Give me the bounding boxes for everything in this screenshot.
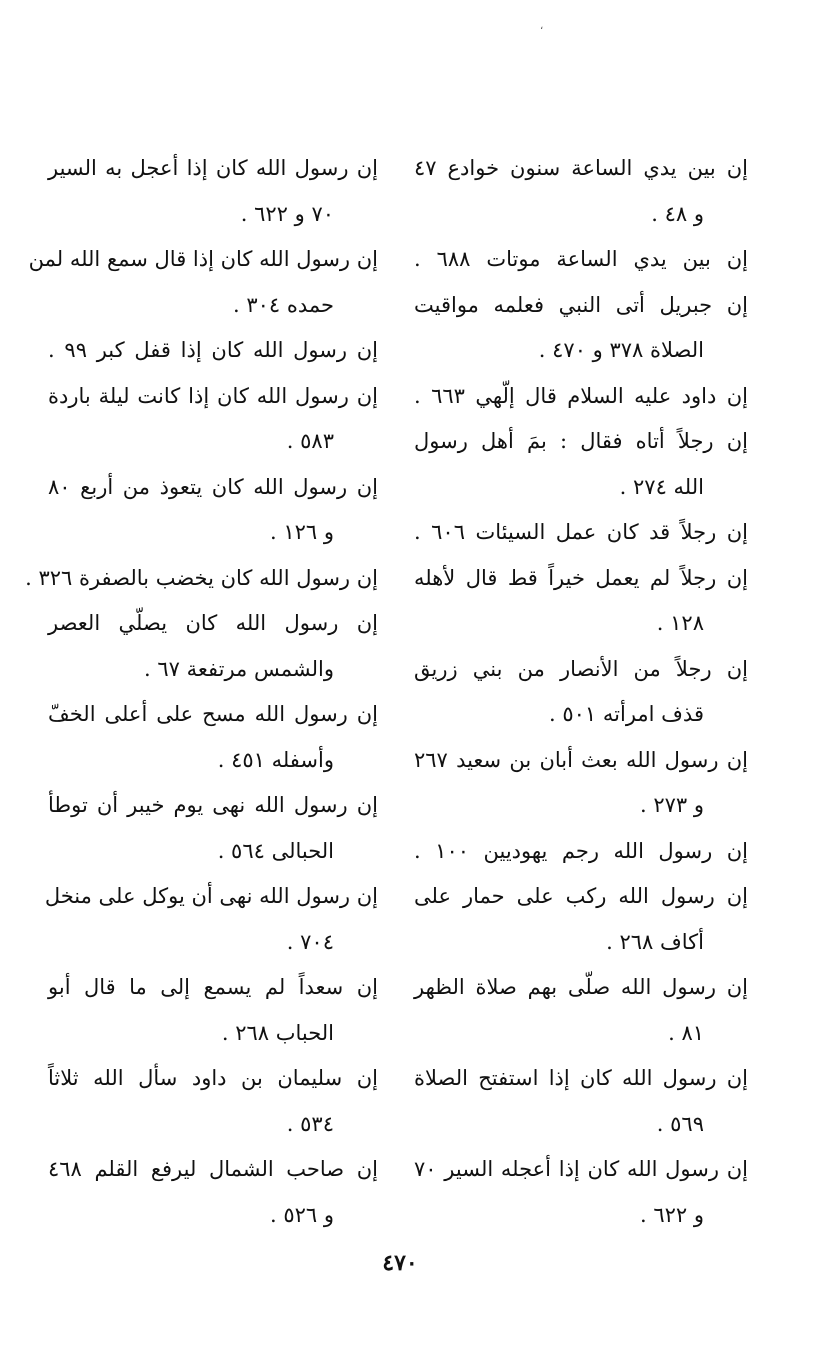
entry-continuation: و ٢٧٣ .	[639, 793, 704, 817]
entry-continuation: ٧٠٤ .	[286, 929, 334, 954]
entry-continuation: و ١٢٦ .	[269, 520, 334, 544]
index-entry	[414, 510, 748, 556]
page-number: ٤٧٠	[382, 1250, 418, 1276]
entry-text: إن رسول الله كان إذا كانت ليلة باردة	[48, 383, 378, 408]
entry-text: إن رجلاً قد كان عمل السيئات ٦٠٦ .	[414, 520, 748, 544]
index-entry	[414, 647, 748, 738]
index-entry	[414, 283, 748, 374]
index-entry	[48, 146, 378, 237]
index-entry	[414, 874, 748, 965]
entry-continuation: ٥٦٩ .	[656, 1111, 704, 1136]
entry-text: إن داود عليه السلام قال إلّهي ٦٦٣ .	[414, 383, 748, 408]
index-entry	[48, 1056, 378, 1147]
entry-continuation: قذف امرأته ٥٠١ .	[549, 702, 704, 726]
entry-text: إن سعداً لم يسمع إلى ما قال أبو	[48, 975, 378, 999]
left-column	[25, 146, 378, 1238]
entry-text: إن صاحب الشمال ليرفع القلم ٤٦٨	[48, 1157, 378, 1181]
index-entry	[48, 965, 378, 1056]
index-entry	[414, 237, 748, 283]
entry-text: إن رجلاً لم يعمل خيراً قط قال لأهله	[414, 565, 748, 590]
index-entry	[414, 374, 748, 420]
entry-text: إن بين يدي الساعة سنون خوادع ٤٧	[414, 156, 748, 180]
entry-text: إن رسول الله صلّى بهم صلاة الظهر	[414, 975, 748, 999]
entry-text: إن جبريل أتى النبي فعلمه مواقيت	[414, 292, 748, 317]
index-entry	[48, 601, 378, 692]
index-entry	[48, 465, 378, 556]
index-entry	[44, 874, 378, 965]
entry-continuation: الحباب ٢٦٨ .	[221, 1020, 334, 1045]
entry-continuation: وأسفله ٤٥١ .	[217, 747, 334, 772]
entry-continuation: ٥٨٣ .	[286, 429, 334, 453]
entry-continuation: ٧٠ و ٦٢٢ .	[240, 201, 334, 226]
entry-continuation: حمده ٣٠٤ .	[232, 292, 334, 317]
index-entry	[414, 738, 748, 829]
entry-continuation: و ٥٢٦ .	[269, 1202, 334, 1227]
entry-text: إن رسول الله كان يخضب بالصفرة ٣٢٦ .	[25, 565, 378, 590]
entry-continuation: و ٤٨ .	[651, 201, 704, 226]
entry-text: إن رسول الله نهى أن يوكل على منخل	[44, 884, 378, 908]
right-column	[414, 146, 748, 1238]
entry-continuation: و ٦٢٢ .	[639, 1202, 704, 1227]
index-entry	[414, 146, 748, 237]
entry-continuation: الحبالى ٥٦٤ .	[217, 838, 334, 863]
entry-text: إن رسول الله كان إذا أعجله السير ٧٠	[414, 1157, 748, 1181]
entry-continuation: الله ٢٧٤ .	[619, 474, 704, 499]
entry-text: إن بين يدي الساعة موتات ٦٨٨ .	[414, 247, 748, 271]
top-mark: ،	[540, 21, 544, 32]
entry-text: إن رسول الله نهى يوم خيبر أن توطأ	[48, 793, 378, 817]
index-entry	[28, 237, 378, 328]
index-entry	[25, 556, 378, 602]
entry-continuation: الصلاة ٣٧٨ و ٤٧٠ .	[538, 338, 704, 362]
entry-text: إن رسول الله كان إذا أعجل به السير	[48, 156, 378, 180]
entry-text: إن رسول الله كان يتعوذ من أربع ٨٠	[48, 474, 378, 499]
entry-continuation: والشمس مرتفعة ٦٧ .	[144, 656, 334, 681]
entry-text: إن رجلاً من الأنصار من بني زريق	[414, 656, 748, 681]
entry-text: إن رسول الله رجم يهوديين ١٠٠ .	[414, 838, 748, 863]
index-entry	[48, 692, 378, 783]
index-entry	[414, 965, 748, 1056]
entry-continuation: ٨١ .	[668, 1020, 704, 1045]
entry-text: إن رسول الله ركب على حمار على	[414, 884, 748, 908]
entry-text: إن سليمان بن داود سأل الله ثلاثاً	[48, 1066, 378, 1090]
entry-text: إن رسول الله كان إذا قفل كبر ٩٩ .	[48, 338, 378, 362]
entry-text: إن رسول الله كان إذا استفتح الصلاة	[414, 1066, 748, 1090]
entry-text: إن رسول الله بعث أبان بن سعيد ٢٦٧	[414, 747, 748, 772]
index-entry	[48, 328, 378, 374]
index-entry	[414, 829, 748, 875]
index-entry	[414, 556, 748, 647]
index-entry	[414, 419, 748, 510]
index-entry	[48, 783, 378, 874]
entry-text: إن رسول الله كان إذا قال سمع الله لمن	[28, 247, 378, 271]
entry-text: إن رجلاً أتاه فقال : بمَ أهل رسول	[414, 429, 748, 453]
entry-text: إن رسول الله مسح على أعلى الخفّ	[48, 702, 378, 726]
entry-continuation: ٥٣٤ .	[286, 1111, 334, 1136]
index-entry	[414, 1056, 748, 1147]
index-entry	[48, 1147, 378, 1238]
entry-text: إن رسول الله كان يصلّي العصر	[48, 611, 378, 635]
index-entry	[414, 1147, 748, 1238]
entry-continuation: ١٢٨ .	[656, 611, 704, 635]
index-entry	[48, 374, 378, 465]
entry-continuation: أكاف ٢٦٨ .	[606, 929, 704, 954]
